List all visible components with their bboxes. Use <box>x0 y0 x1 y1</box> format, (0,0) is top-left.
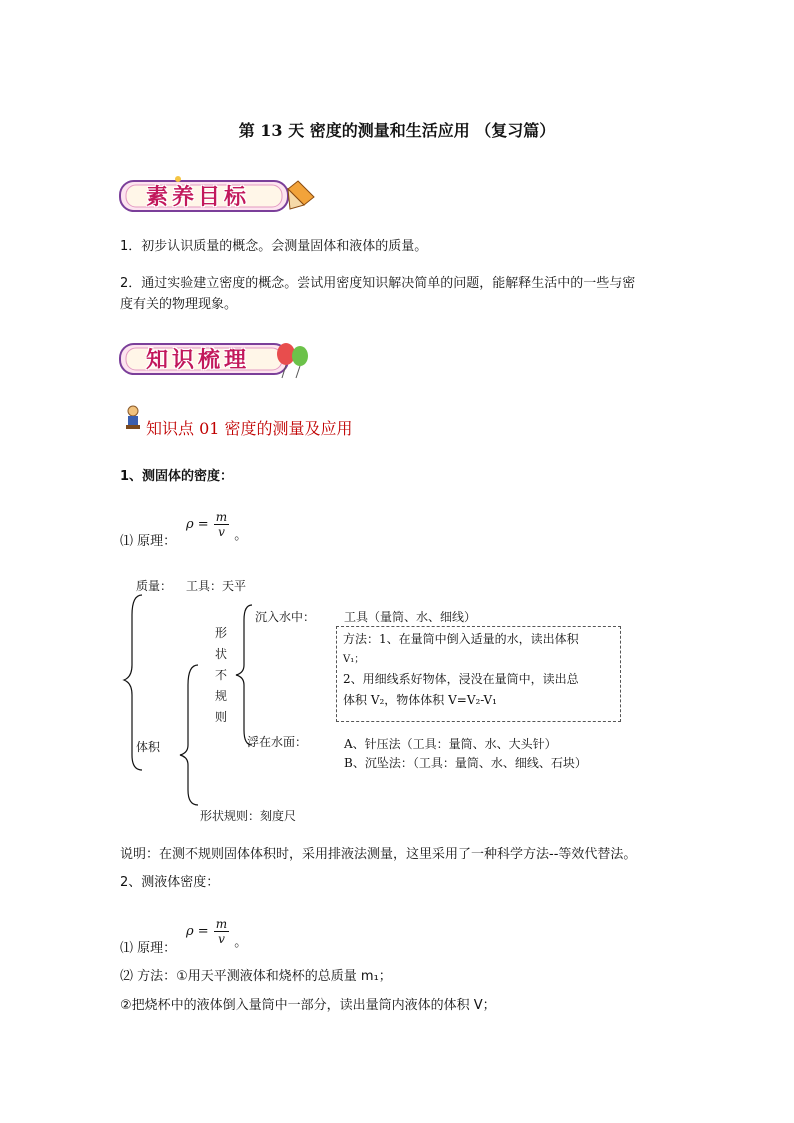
goals-banner-label: 素养目标 <box>146 184 251 210</box>
irregular-label <box>214 623 228 728</box>
method-line-2: V₁； <box>343 654 365 665</box>
formula-lhs: ρ = <box>186 517 209 532</box>
method-line-1: 方法：1、在量筒中倒入适量的水，读出体积 <box>343 632 579 646</box>
irregular-char: 规 <box>214 689 227 703</box>
note-text: 说明：在测不规则固体体积时，采用排液法测量，这里采用了一种科学方法--等效代替法。 <box>120 847 637 862</box>
irregular-char: 则 <box>214 710 227 724</box>
formula-lhs: ρ = <box>186 924 209 939</box>
formula-period: 。 <box>234 935 248 950</box>
section1-heading: 1、测固体的密度： <box>120 469 234 484</box>
regular-shape-label: 形状规则：刻度尺 <box>200 809 297 823</box>
float-label: 浮在水面： <box>247 735 308 749</box>
irregular-char: 状 <box>214 647 227 661</box>
principle2-label: ⑴ 原理： <box>120 941 177 956</box>
page-title: 第 13 天 密度的测量和生活应用 （复习篇） <box>238 121 556 140</box>
method2-line-2: ②把烧杯中的液体倒入量筒中一部分，读出量筒内液体的体积 V； <box>120 998 496 1013</box>
formula-numerator: m <box>215 510 228 524</box>
density-formula-2 <box>186 917 247 950</box>
knowledge-point-heading: 知识点 01 密度的测量及应用 <box>146 419 353 438</box>
volume-label: 体积 <box>136 740 161 754</box>
method-line-3: 2、用细线系好物体，浸没在量筒中，读出总 <box>343 672 579 686</box>
mass-label: 质量： <box>136 579 173 593</box>
goals-banner <box>118 175 318 215</box>
irregular-char: 形 <box>214 626 227 640</box>
sink-label: 沉入水中： <box>255 610 316 624</box>
principle-label: ⑴ 原理： <box>120 534 177 549</box>
density-formula <box>186 510 247 543</box>
float-method-b: B、沉坠法：（工具：量筒、水、细线、石块） <box>344 756 587 770</box>
irregular-char: 不 <box>214 668 227 682</box>
goal-2-cont: 度有关的物理现象。 <box>120 297 238 312</box>
sink-tool: 工具（量筒、水、细线） <box>344 610 477 624</box>
section2-heading: 2、测液体密度： <box>120 875 220 890</box>
formula-period: 。 <box>234 528 248 543</box>
method-line-4: 体积 V₂，物体体积 V=V₂-V₁ <box>343 693 497 707</box>
formula-numerator: m <box>215 917 228 931</box>
mass-tool: 工具：天平 <box>186 579 247 593</box>
teacher-icon <box>124 405 142 435</box>
knowledge-banner <box>118 338 318 378</box>
goal-2: 2．通过实验建立密度的概念。尝试用密度知识解决简单的问题，能解释生活中的一些与密 <box>120 276 636 291</box>
method2-line-1: ⑵ 方法：①用天平测液体和烧杯的总质量 m₁； <box>120 969 392 984</box>
float-method-a: A、针压法（工具：量筒、水、大头针） <box>344 737 557 751</box>
goal-1: 1．初步认识质量的概念。会测量固体和液体的质量。 <box>120 239 428 254</box>
formula-denominator: v <box>218 525 225 539</box>
knowledge-banner-label: 知识梳理 <box>146 347 251 373</box>
method-box <box>336 626 621 722</box>
formula-denominator: v <box>218 932 225 946</box>
